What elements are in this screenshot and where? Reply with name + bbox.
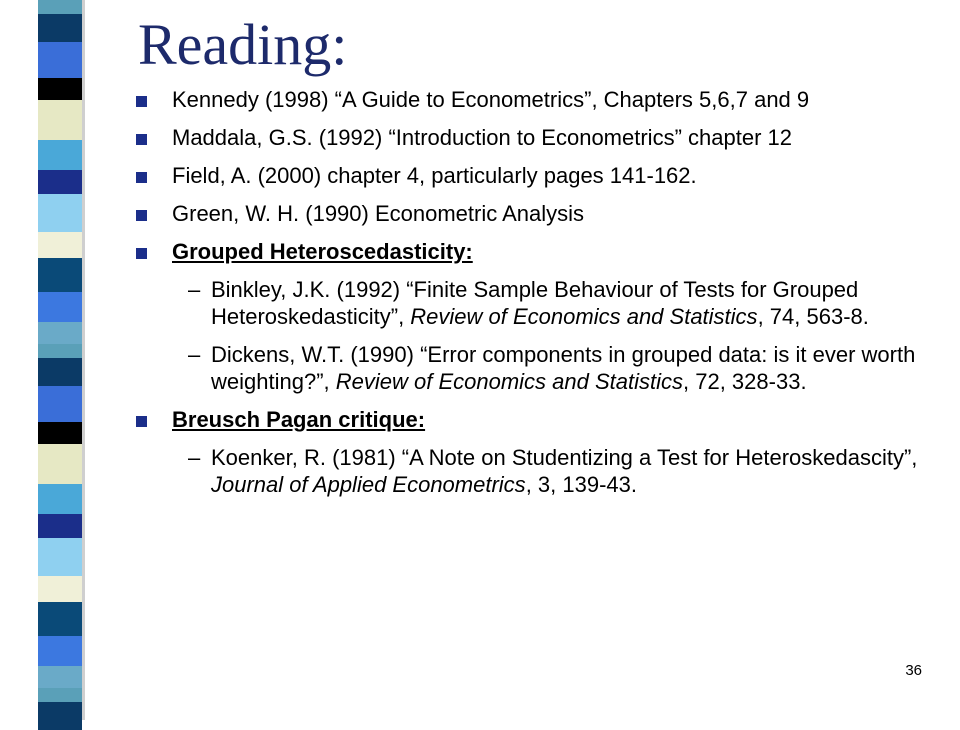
stripe-segment — [38, 422, 82, 444]
section-heading: Grouped Heteroscedasticity: — [172, 239, 473, 264]
stripe-segment — [38, 292, 82, 322]
reference-text: Binkley, J.K. (1992) “Finite Sample Behaviour of Tests for Grouped Heteroskedasticity”, — [211, 277, 859, 329]
reference-item — [132, 444, 942, 498]
dash-icon: – — [188, 277, 201, 302]
stripe-segment — [38, 576, 82, 602]
stripe-segment — [38, 666, 82, 688]
stripe-segment — [38, 484, 82, 514]
stripe-segment — [38, 444, 82, 484]
reference-citation: , 72, 328-33. — [683, 369, 807, 394]
stripe-segment — [38, 42, 82, 78]
stripe-segment — [38, 232, 82, 258]
decorative-stripe — [38, 0, 82, 720]
square-bullet-icon — [136, 210, 147, 221]
square-bullet-icon — [136, 96, 147, 107]
reference-item — [132, 341, 942, 395]
section-heading-item — [132, 406, 942, 433]
stripe-segment — [38, 258, 82, 292]
stripe-segment — [38, 636, 82, 666]
stripe-segment — [38, 538, 82, 576]
stripe-segment — [38, 514, 82, 538]
stripe-segment — [38, 358, 82, 386]
reference-citation: , 74, 563-8. — [757, 304, 869, 329]
square-bullet-icon — [136, 248, 147, 259]
square-bullet-icon — [136, 134, 147, 145]
journal-name: Journal of Applied Econometrics — [211, 472, 526, 497]
stripe-segment — [38, 170, 82, 194]
section-heading-item — [132, 238, 942, 265]
stripe-segment — [38, 14, 82, 42]
stripe-segment — [38, 100, 82, 140]
slide-number: 36 — [905, 662, 922, 679]
stripe-shadow — [82, 0, 85, 720]
list-item — [132, 86, 942, 113]
stripe-segment — [38, 386, 82, 422]
reference-text: Dickens, W.T. (1990) “Error components in grouped data: is it ever worth weighting?”, — [211, 342, 916, 394]
item-text: Kennedy (1998) “A Guide to Econometrics”, Chapters 5,6,7 and 9 — [172, 87, 810, 112]
slide-title: Reading: — [138, 12, 348, 77]
list-item — [132, 200, 942, 227]
reference-item — [132, 276, 942, 330]
stripe-segment — [38, 322, 82, 344]
dash-icon: – — [188, 445, 201, 470]
item-text: Maddala, G.S. (1992) “Introduction to Econometrics” chapter 12 — [172, 125, 792, 150]
journal-name: Review of Economics and Statistics — [410, 304, 758, 329]
item-text: Field, A. (2000) chapter 4, particularly pages 141-162. — [172, 163, 697, 188]
stripe-segment — [38, 194, 82, 232]
list-item — [132, 162, 942, 189]
stripe-segment — [38, 140, 82, 170]
dash-icon: – — [188, 342, 201, 367]
journal-name: Review of Economics and Statistics — [335, 369, 684, 394]
reference-citation: , 3, 139-43. — [525, 472, 637, 497]
square-bullet-icon — [136, 416, 147, 427]
stripe-segment — [38, 344, 82, 358]
stripe-segment — [38, 0, 82, 14]
stripe-segment — [38, 602, 82, 636]
item-text: Green, W. H. (1990) Econometric Analysis — [172, 201, 585, 226]
section-heading: Breusch Pagan critique: — [172, 407, 426, 432]
reference-text: Koenker, R. (1981) “A Note on Studentizing a Test for Heteroskedascity”, — [211, 445, 918, 470]
stripe-segment — [38, 78, 82, 100]
stripe-edge — [82, 0, 108, 720]
stripe-segment — [38, 688, 82, 702]
stripe-segment — [38, 702, 82, 730]
reading-list — [132, 86, 942, 509]
square-bullet-icon — [136, 172, 147, 183]
list-item — [132, 124, 942, 151]
